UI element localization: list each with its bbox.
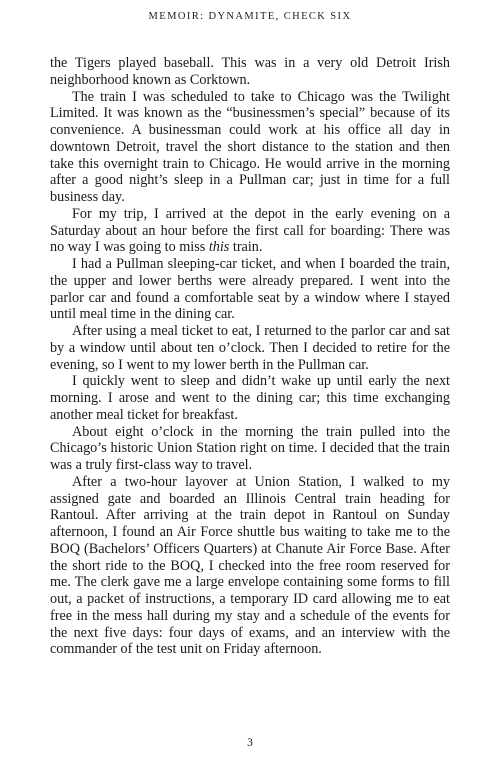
paragraph: About eight o’clock in the morning the train pulled into the Chicago’s historic Union Station right on time. I decided that the train was a truly first-class way to travel. xyxy=(50,423,450,473)
paragraph: I had a Pullman sleeping-car ticket, and when I boarded the train, the upper and lower berths were already prepared. I went into the parlor car and found a comfortable seat by a window where I stayed until meal time in the dining car. xyxy=(50,256,450,323)
emphasis-text: this xyxy=(208,239,230,256)
paragraph: After a two-hour layover at Union Station, I walked to my assigned gate and boarded an Illinois Central train heading for Rantoul. After arriving at the train depot in Rantoul on Sunday afternoon, I found an Air Force shuttle bus waiting to take me to the BOQ (Bachelors’ Officers Quarters) at Chanute Air Force Base. After the short ride to the BOQ, I checked into the free room reserved for me. The clerk gave me a large envelope containing some forms to fill out, a packet of instructions, a temporary ID card allowing me to eat free in the mess hall during my stay and a schedule of the events for the next five days: four days of exams, and an interview with the commander of the test unit on Friday afternoon. xyxy=(50,473,450,658)
paragraph: After using a meal ticket to eat, I returned to the parlor car and sat by a window until about ten o’clock. Then I decided to retire for the evening, so I went to my lower berth in the Pullman car. xyxy=(50,323,450,373)
paragraph: I quickly went to sleep and didn’t wake up until early the next morning. I arose and went to the dining car; this time exchanging another meal ticket for breakfast. xyxy=(50,373,450,423)
paragraph: The train I was scheduled to take to Chicago was the Twilight Limited. It was known as the “businessmen’s special” because of its convenience. A businessman could work at his office all day in downtown Detroit, travel the short distance to the station and then take this overnight train to Chicago. He would arrive in the morning after a good night’s sleep in a Pullman car; just in time for a full business day. xyxy=(50,88,450,205)
body-text xyxy=(50,55,450,658)
running-head: MEMOIR: DYNAMITE, CHECK SIX xyxy=(148,11,352,22)
paragraph: For my trip, I arrived at the depot in the early evening on a Saturday about an hour before the first call for boarding: There was no way I was going to miss this train. xyxy=(50,205,450,256)
paragraph: the Tigers played baseball. This was in a very old Detroit Irish neighborhood known as Corktown. xyxy=(50,55,450,88)
page-number: 3 xyxy=(247,737,253,749)
